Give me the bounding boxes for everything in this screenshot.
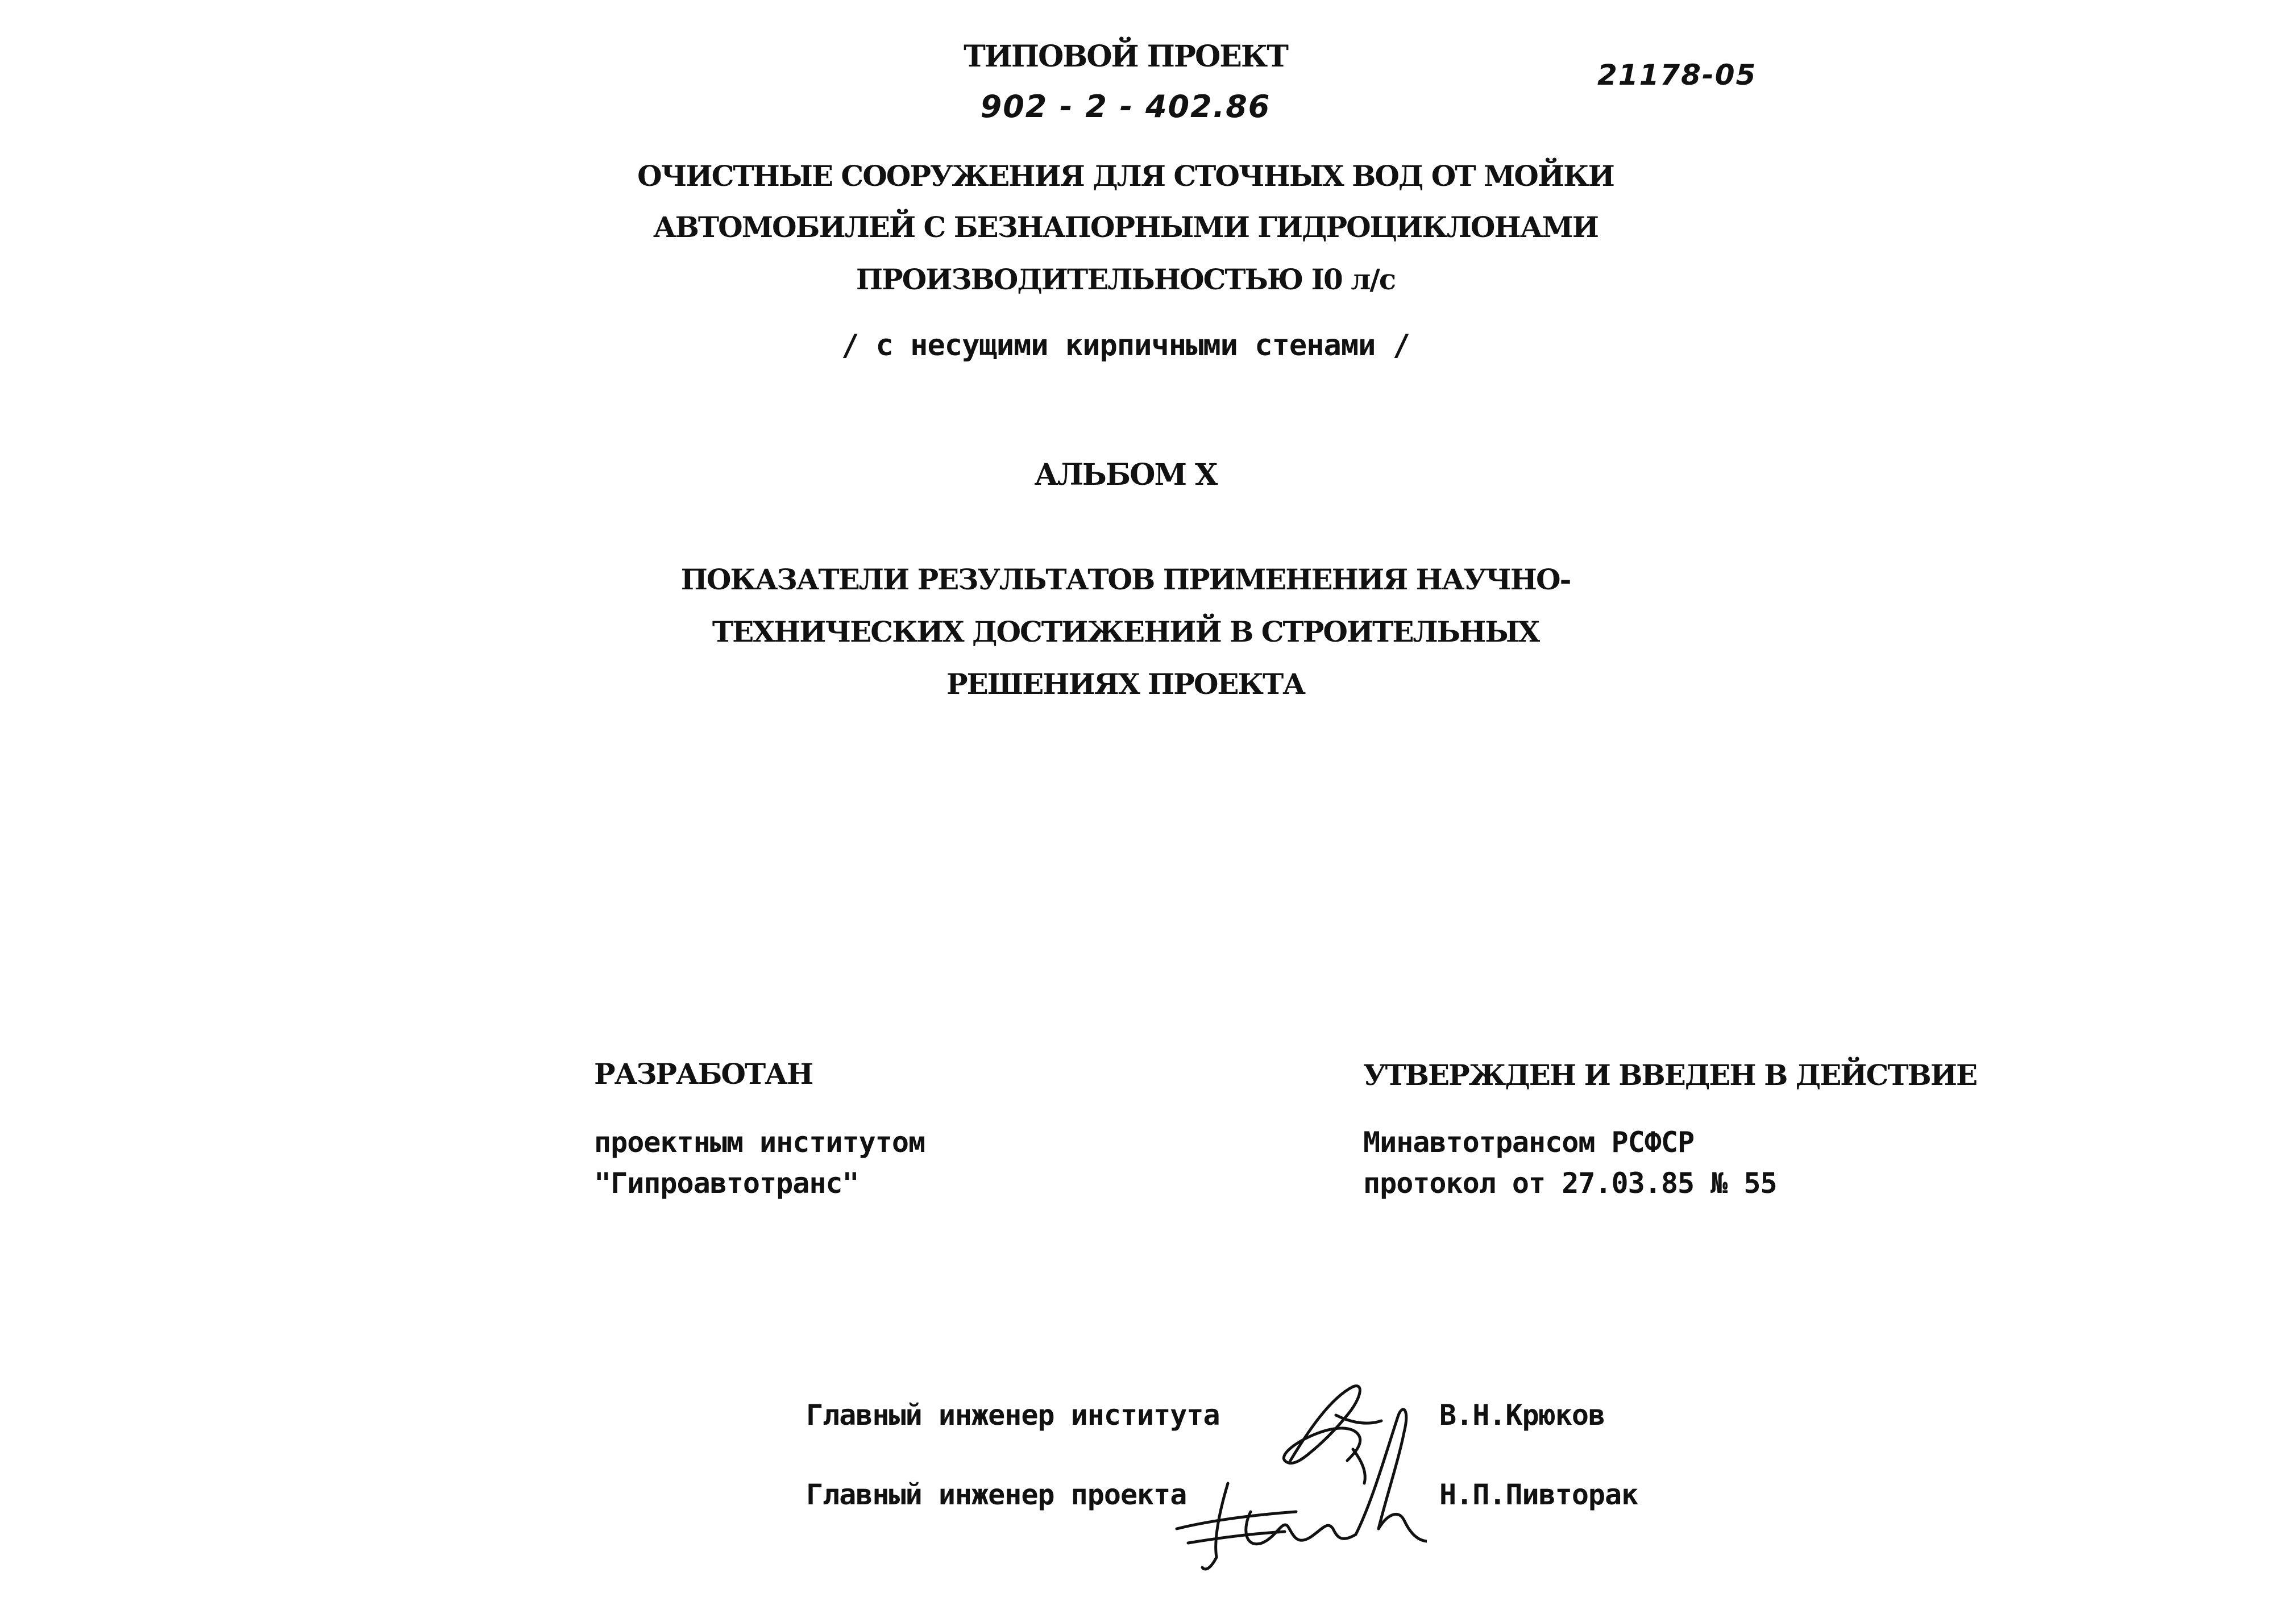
signature-mark-2 — [1160, 1398, 1427, 1574]
approved-line-1: Минавтотрансом РСФСР — [1363, 1126, 1695, 1159]
signature-role-2: Главный инженер проекта — [806, 1478, 1187, 1511]
signature-role-1: Главный инженер института — [806, 1399, 1220, 1432]
title-line-3: ПРОИЗВОДИТЕЛЬНОСТЬЮ I0 л/с — [856, 263, 1396, 296]
album-title-line-3: РЕШЕНИЯХ ПРОЕКТА — [946, 667, 1305, 701]
title-line-2: АВТОМОБИЛЕЙ С БЕЗНАПОРНЫМИ ГИДРОЦИКЛОНАМИ — [653, 210, 1599, 244]
project-number: 902 - 2 - 402.86 — [980, 89, 1271, 124]
developed-line-2: "Гипроавтотранс" — [594, 1167, 859, 1200]
developed-heading: РАЗРАБОТАН — [594, 1057, 813, 1091]
doc-type: ТИПОВОЙ ПРОЕКТ — [964, 39, 1288, 74]
title-line-1: ОЧИСТНЫЕ СООРУЖЕНИЯ ДЛЯ СТОЧНЫХ ВОД ОТ МОЙКИ — [637, 159, 1614, 193]
registration-number: 21178-05 — [1597, 59, 1757, 91]
album-title-line-2: ТЕХНИЧЕСКИХ ДОСТИЖЕНИЙ В СТРОИТЕЛЬНЫХ — [712, 615, 1539, 648]
album-label: АЛЬБОМ X — [1034, 457, 1217, 492]
title-subtitle: / с несущими кирпичными стенами / — [841, 328, 1410, 363]
developed-line-1: проектным институтом — [594, 1126, 925, 1159]
album-title-line-1: ПОКАЗАТЕЛИ РЕЗУЛЬТАТОВ ПРИМЕНЕНИЯ НАУЧНО- — [680, 563, 1571, 596]
signature-name-1: В.Н.Крюков — [1439, 1399, 1605, 1432]
signature-name-2: Н.П.Пивторак — [1439, 1478, 1638, 1511]
approved-heading: УТВЕРЖДЕН И ВВЕДЕН В ДЕЙСТВИЕ — [1363, 1058, 1977, 1092]
approved-line-2: протокол от 27.03.85 № 55 — [1363, 1167, 1777, 1200]
